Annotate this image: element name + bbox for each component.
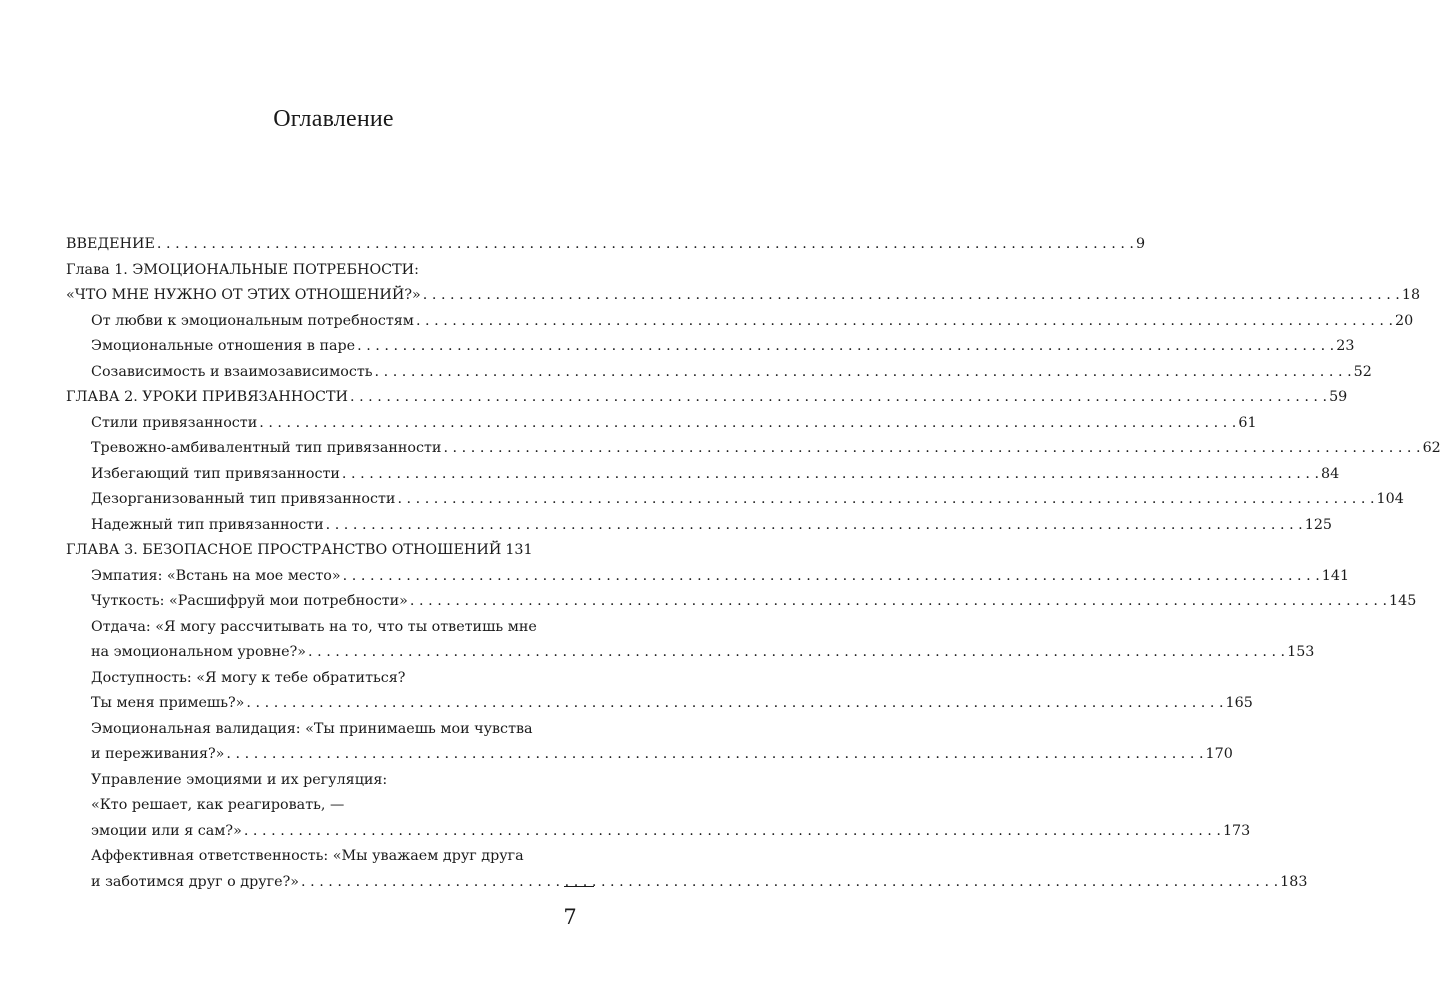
dot-leader	[397, 487, 1374, 513]
toc-entry-leader-line	[91, 436, 1441, 462]
toc-page-number: 62	[1422, 440, 1441, 456]
dot-leader	[443, 436, 1420, 462]
toc-entry-title: Чуткость: «Расшифруй мои потребности»	[91, 593, 408, 609]
toc-entry-title: Ты меня примешь?»	[91, 695, 245, 711]
toc-entry-title: и переживания?»	[91, 746, 225, 762]
toc-chapter-entry[interactable]	[66, 538, 533, 564]
dot-leader	[350, 385, 1327, 411]
dot-leader	[326, 513, 1303, 539]
dot-leader	[410, 589, 1387, 615]
table-of-contents	[66, 232, 1441, 895]
toc-subentry[interactable]	[66, 462, 1340, 488]
toc-subentry[interactable]	[66, 717, 1233, 768]
toc-entry-leader-line	[66, 232, 1146, 258]
toc-entry-title: Дезорганизованный тип привязанности	[91, 491, 396, 507]
toc-entry-title: Созависимость и взаимозависимость	[91, 363, 373, 380]
dot-leader	[416, 309, 1393, 335]
toc-subentry[interactable]	[66, 768, 1251, 845]
toc-entry-title: «ЧТО МНЕ НУЖНО ОТ ЭТИХ ОТНОШЕНИЙ?»	[66, 287, 421, 303]
toc-page-number: 61	[1238, 414, 1257, 431]
toc-entry-title: Избегающий тип привязанности	[91, 465, 340, 482]
toc-page-number: 59	[1329, 389, 1348, 405]
toc-page-number: 165	[1225, 695, 1253, 711]
toc-page-number: 145	[1389, 593, 1417, 609]
toc-entry-line: «Кто решает, как реагировать, —	[91, 797, 345, 813]
toc-page-number: 141	[1321, 567, 1350, 584]
dot-leader	[244, 819, 1221, 845]
toc-entry-title: и заботимся друг о друге?»	[91, 873, 300, 890]
toc-entry-leader-line	[91, 564, 1350, 590]
toc-page-number: 131	[505, 542, 533, 558]
toc-page-number: 153	[1287, 644, 1315, 660]
toc-entry-title: эмоции или я сам?»	[91, 822, 242, 839]
page-number: 7	[563, 905, 577, 929]
toc-page-number: 18	[1401, 287, 1421, 303]
dot-leader	[301, 870, 1278, 896]
toc-entry-title: на эмоциональном уровне?»	[91, 644, 307, 660]
toc-entry-leader-line	[91, 589, 1417, 615]
toc-entry-line: Доступность: «Я могу к тебе обратиться?	[91, 669, 406, 686]
toc-page-number: 23	[1336, 338, 1355, 354]
toc-entry-leader-line	[91, 742, 1233, 768]
toc-page-number: 183	[1280, 873, 1308, 890]
toc-subentry[interactable]	[66, 309, 1414, 335]
toc-entry-leader-line	[91, 640, 1315, 666]
toc-entry-title: Эмоциональные отношения в паре	[91, 338, 356, 354]
toc-chapter-entry[interactable]	[66, 258, 1421, 309]
toc-subentry[interactable]	[66, 411, 1257, 437]
dot-leader	[259, 411, 1236, 437]
toc-entry-line: Глава 1. ЭМОЦИОНАЛЬНЫЕ ПОТРЕБНОСТИ:	[66, 261, 419, 278]
toc-chapter-entry[interactable]	[66, 385, 1348, 411]
dot-leader	[375, 360, 1352, 386]
toc-entry-line: Эмоциональная валидация: «Ты принимаешь мои чувства	[91, 720, 533, 737]
toc-entry-leader-line	[91, 870, 1308, 896]
toc-entry-line: Отдача: «Я могу рассчитывать на то, что ты ответишь мне	[91, 618, 537, 635]
toc-subentry[interactable]	[66, 487, 1404, 513]
dot-leader	[342, 462, 1319, 488]
toc-subentry[interactable]	[66, 844, 1308, 895]
toc-page-number: 20	[1395, 312, 1414, 329]
toc-entry-leader-line	[66, 385, 1348, 411]
dot-leader	[226, 742, 1203, 768]
toc-entry-leader-line	[91, 487, 1404, 513]
toc-entry-line: Аффективная ответственность: «Мы уважаем друг друга	[91, 848, 524, 864]
toc-entry-leader-line	[91, 462, 1340, 488]
dot-leader	[157, 232, 1134, 258]
toc-subentry[interactable]	[66, 589, 1417, 615]
dot-leader	[308, 640, 1285, 666]
toc-page-number: 9	[1135, 236, 1146, 252]
footer-rule	[564, 886, 594, 887]
dot-leader	[423, 283, 1400, 309]
toc-subentry[interactable]	[66, 564, 1350, 590]
toc-entry-title: От любви к эмоциональным потребностям	[91, 312, 414, 329]
toc-page-number: 84	[1321, 465, 1340, 482]
toc-entry-leader-line	[91, 691, 1253, 717]
toc-entry-leader-line	[66, 538, 533, 564]
toc-entry-leader-line	[91, 334, 1355, 360]
toc-page-number: 52	[1353, 363, 1372, 380]
toc-subentry[interactable]	[66, 513, 1333, 539]
toc-entry-title: ВВЕДЕНИЕ	[66, 236, 155, 252]
toc-page-number: 170	[1205, 746, 1233, 762]
toc-subentry[interactable]	[66, 334, 1355, 360]
toc-entry-title: Тревожно-амбивалентный тип привязанности	[91, 440, 442, 456]
toc-subentry[interactable]	[66, 666, 1253, 717]
dot-leader	[357, 334, 1334, 360]
toc-entry-leader-line	[66, 283, 1421, 309]
toc-subentry[interactable]	[66, 615, 1315, 666]
toc-entry-leader-line	[91, 360, 1372, 386]
toc-subentry[interactable]	[66, 436, 1441, 462]
toc-entry-leader-line	[91, 411, 1257, 437]
toc-entry-title: ГЛАВА 2. УРОКИ ПРИВЯЗАННОСТИ	[66, 389, 348, 405]
toc-entry-title: Стили привязанности	[91, 414, 258, 431]
toc-page-number: 104	[1376, 491, 1404, 507]
toc-page-number: 125	[1304, 516, 1333, 533]
toc-page-number: 173	[1222, 822, 1251, 839]
toc-entry-leader-line	[91, 309, 1414, 335]
toc-entry-leader-line	[91, 513, 1333, 539]
toc-entry-title: Надежный тип привязанности	[91, 516, 324, 533]
toc-entry-title: Эмпатия: «Встань на мое место»	[91, 567, 341, 584]
toc-entry-leader-line	[91, 819, 1251, 845]
toc-chapter-entry[interactable]	[66, 232, 1146, 258]
dot-leader	[246, 691, 1223, 717]
toc-subentry[interactable]	[66, 360, 1372, 386]
toc-entry-title: ГЛАВА 3. БЕЗОПАСНОЕ ПРОСТРАНСТВО ОТНОШЕНИЙ	[66, 542, 502, 558]
dot-leader	[343, 564, 1320, 590]
page-title: Оглавление	[273, 106, 394, 133]
toc-entry-line: Управление эмоциями и их регуляция:	[91, 771, 388, 788]
